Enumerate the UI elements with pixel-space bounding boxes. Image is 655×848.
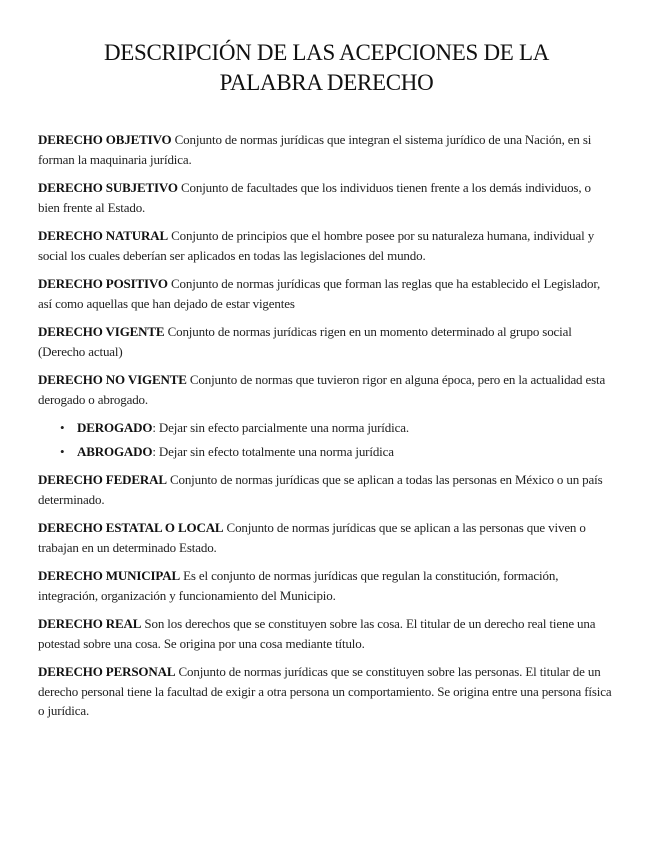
entry-definition: Conjunto de facultades que los individuos tienen frente a los demás individuos, o bien frente al Estado.: [38, 180, 591, 215]
bullet-definition: : Dejar sin efecto totalmente una norma jurídica: [152, 443, 394, 459]
entry-derecho-vigente: [38, 322, 615, 361]
entry-term: DERECHO VIGENTE: [38, 324, 165, 339]
entry-term: DERECHO NO VIGENTE: [38, 372, 187, 387]
entry-derecho-positivo: [38, 274, 615, 313]
entry-derecho-municipal: [38, 566, 615, 605]
entry-term: DERECHO POSITIVO: [38, 276, 168, 291]
bullet-icon: •: [60, 443, 65, 459]
entry-term: DERECHO FEDERAL: [38, 472, 167, 487]
bullet-icon: •: [60, 420, 65, 435]
entry-definition: Conjunto de normas que tuvieron rigor en alguna época, pero en la actualidad esta derogado o abrogado.: [38, 372, 606, 407]
entry-derecho-personal: [38, 662, 615, 721]
entry-definition: Conjunto de normas jurídicas que se aplican a las personas que viven o trabajan en un determinado Estado.: [38, 520, 586, 555]
bullet-item-abrogado: [60, 442, 615, 462]
entry-definition: Conjunto de normas jurídicas que se constituyen sobre las personas. El titular de un derecho personal tiene la facultad de exigir a otra persona un comportamiento. Se origina entre una persona física o jurídica.: [38, 664, 612, 718]
entry-definition: Conjunto de principios que el hombre posee por su naturaleza humana, individual y social los cuales deberían ser aplicados en todas las legislaciones del mundo.: [38, 228, 595, 263]
entry-definition: Conjunto de normas jurídicas que se aplican a todas las personas en México o un país determinado.: [38, 472, 603, 507]
page-title: [38, 38, 615, 98]
bullet-item-derogado: [60, 418, 615, 438]
entry-derecho-federal: [38, 470, 615, 509]
entry-derecho-subjetivo: [38, 178, 615, 217]
entry-term: DERECHO ESTATAL O LOCAL: [38, 520, 224, 535]
entry-term: DERECHO SUBJETIVO: [38, 180, 178, 195]
entry-definition: Conjunto de normas jurídicas que integran el sistema jurídico de una Nación, en si forman la maquinaria jurídica.: [38, 132, 592, 167]
entry-definition: Conjunto de normas jurídicas que forman las reglas que ha establecido el Legislador, así como aquellas que han dejado de estar vigentes: [38, 276, 601, 311]
bullet-term: ABROGADO: [77, 443, 153, 459]
entry-derecho-natural: [38, 226, 615, 265]
entry-derecho-objetivo: [38, 130, 615, 169]
entry-term: DERECHO PERSONAL: [38, 664, 176, 679]
entry-term: DERECHO OBJETIVO: [38, 132, 172, 147]
bullet-list: [38, 418, 615, 461]
entry-derecho-no-vigente: [38, 370, 615, 409]
entry-derecho-real: [38, 614, 615, 653]
entry-definition: Conjunto de normas jurídicas rigen en un momento determinado al grupo social (Derecho actual): [38, 324, 572, 359]
bullet-definition: : Dejar sin efecto parcialmente una norma jurídica.: [152, 420, 409, 435]
entry-term: DERECHO NATURAL: [38, 228, 169, 243]
entry-term: DERECHO MUNICIPAL: [38, 568, 181, 583]
entry-term: DERECHO REAL: [38, 616, 142, 631]
title-line-2: PALABRA DERECHO: [219, 70, 434, 95]
entry-definition: Son los derechos que se constituyen sobre las cosa. El titular de un derecho real tiene una potestad sobre una cosa. Se origina por una cosa mediante título.: [38, 616, 596, 651]
entry-derecho-estatal-local: [38, 518, 615, 557]
bullet-term: DEROGADO: [77, 420, 153, 435]
entry-definition: Es el conjunto de normas jurídicas que regulan la constitución, formación, integración, organización y funcionamiento del Municipio.: [38, 568, 559, 603]
title-line-1: DESCRIPCIÓN DE LAS ACEPCIONES DE LA: [103, 40, 550, 65]
